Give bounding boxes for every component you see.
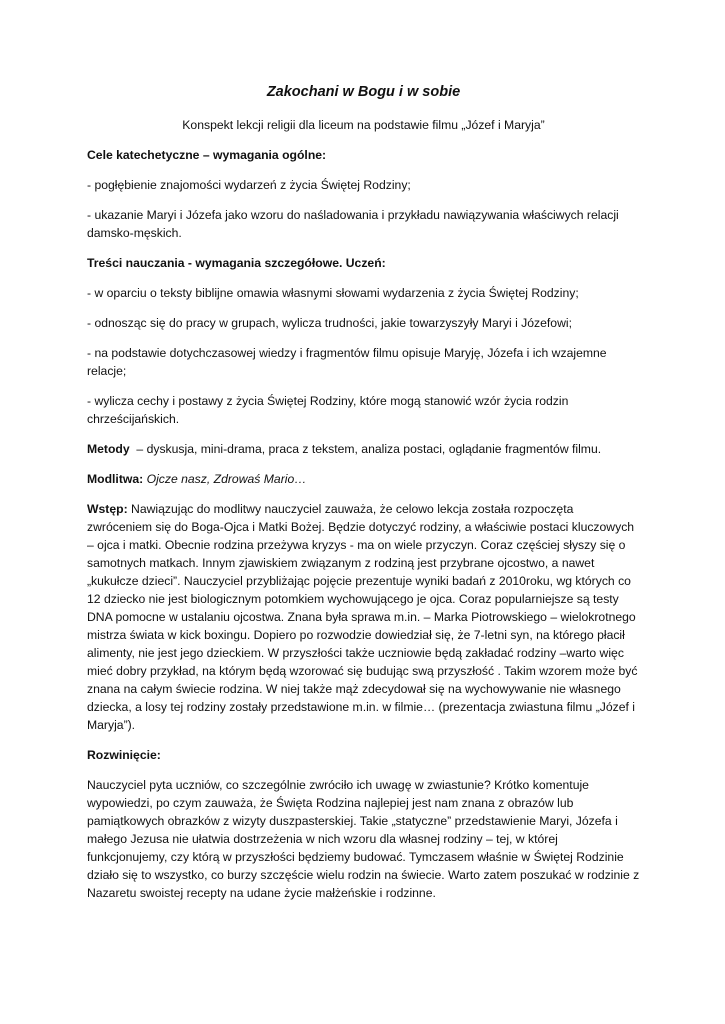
methods-paragraph (87, 440, 640, 458)
development-paragraph: Nauczyciel pyta uczniów, co szczególnie zwróciło ich uwagę w zwiastunie? Krótko komentuje wypowiedzi, po czym zauważa, że Święta Rodzina najlepiej jest nam znana z obrazów lub pamiątkowych obrazków z wizyty duszpasterskiej. Takie „statyczne” przedstawienie Maryi, Józefa i małego Jezusa nie ułatwia dostrzeżenia w nich wzoru dla własnej rodziny – tej, w której funkcjonujemy, czy którą w przyszłości będziemy budować. Tymczasem właśnie w Świętej Rodzinie działo się to wszystko, co burzy szczęście wielu rodzin na świecie. Warto zatem poszukać w rodzinie z Nazaretu swoistej recepty na udane życie małżeńskie i rodzinne. (87, 778, 640, 900)
content-item: - odnosząc się do pracy w grupach, wylicza trudności, jakie towarzyszyły Maryi i Józefowi; (87, 316, 572, 330)
development-heading: Rozwinięcie: (87, 748, 161, 762)
methods-label: Metody (87, 442, 130, 456)
intro-text: Nawiązując do modlitwy nauczyciel zauważa, że celowo lekcja została rozpoczęta zwróceniem się do Boga-Ojca i Matki Bożej. Będzie dotyczyć rodziny, a właściwie postaci kluczowych – ojca i matki. Obecnie rodzina przeżywa kryzys - ma on wiele przyczyn. Coraz częściej słyszy się o samotnych matkach. Innym zjawiskiem związanym z rodziną jest przybrane ojcostwo, a nawet „kukułcze dzieci”. Nauczyciel przybliżając pojęcie prezentuje wyniki badań z 2010roku, wg których co 12 dziecko nie jest biologicznym potomkiem wychowującego je ojca. Coraz popularniejsze są testy DNA pomocne w ustalaniu ojcostwa. Znana była sprawa m.in. – Marka Piotrowskiego – wielokrotnego mistrza świata w kick boxingu. Dopiero po rozwodzie dowiedział się, że 7-letni syn, na którego płacił alimenty, nie jest jego dzieckiem. W przyszłości także uczniowie będą zakładać rodziny –warto więc mieć dobry przykład, na którym będą wzorować się budując swą przyszłość . Takim wzorem może być znana na całym świecie rodzina. W niej także mąż zdecydował się na wychowywanie nie własnego dziecka, a losy tej rodziny zostały przedstawione m.in. w filmie… (prezentacja zwiastuna filmu „Józef i Maryja”). (87, 502, 638, 732)
document-title: Zakochani w Bogu i w sobie (266, 84, 461, 100)
content-item: - wylicza cechy i postawy z życia Świętej Rodziny, które mogą stanowić wzór życia rodzin chrześcijańskich. (87, 394, 569, 426)
content-heading: Treści nauczania - wymagania szczegółowe. Uczeń: (87, 256, 386, 270)
prayer-label: Modlitwa: (87, 472, 144, 486)
content-item: - na podstawie dotychczasowej wiedzy i fragmentów filmu opisuje Maryję, Józefa i ich wzajemne relacje; (87, 346, 607, 378)
goal-item: - ukazanie Maryi i Józefa jako wzoru do naśladowania i przykładu nawiązywania właściwych relacji damsko-męskich. (87, 208, 619, 240)
intro-label: Wstęp: (87, 502, 128, 516)
intro-paragraph (87, 500, 640, 734)
document-page (87, 82, 640, 914)
methods-text: – dyskusja, mini-drama, praca z tekstem, analiza postaci, oglądanie fragmentów filmu. (129, 442, 602, 456)
content-item: - w oparciu o teksty biblijne omawia własnymi słowami wydarzenia z życia Świętej Rodziny; (87, 286, 579, 300)
goals-heading: Cele katechetyczne – wymagania ogólne: (87, 148, 327, 162)
prayer-text: Ojcze nasz, Zdrowaś Mario… (143, 472, 307, 486)
document-subtitle: Konspekt lekcji religii dla liceum na podstawie filmu „Józef i Maryja” (182, 118, 545, 132)
goal-item: - pogłębienie znajomości wydarzeń z życia Świętej Rodziny; (87, 178, 411, 192)
prayer-paragraph (87, 470, 640, 488)
